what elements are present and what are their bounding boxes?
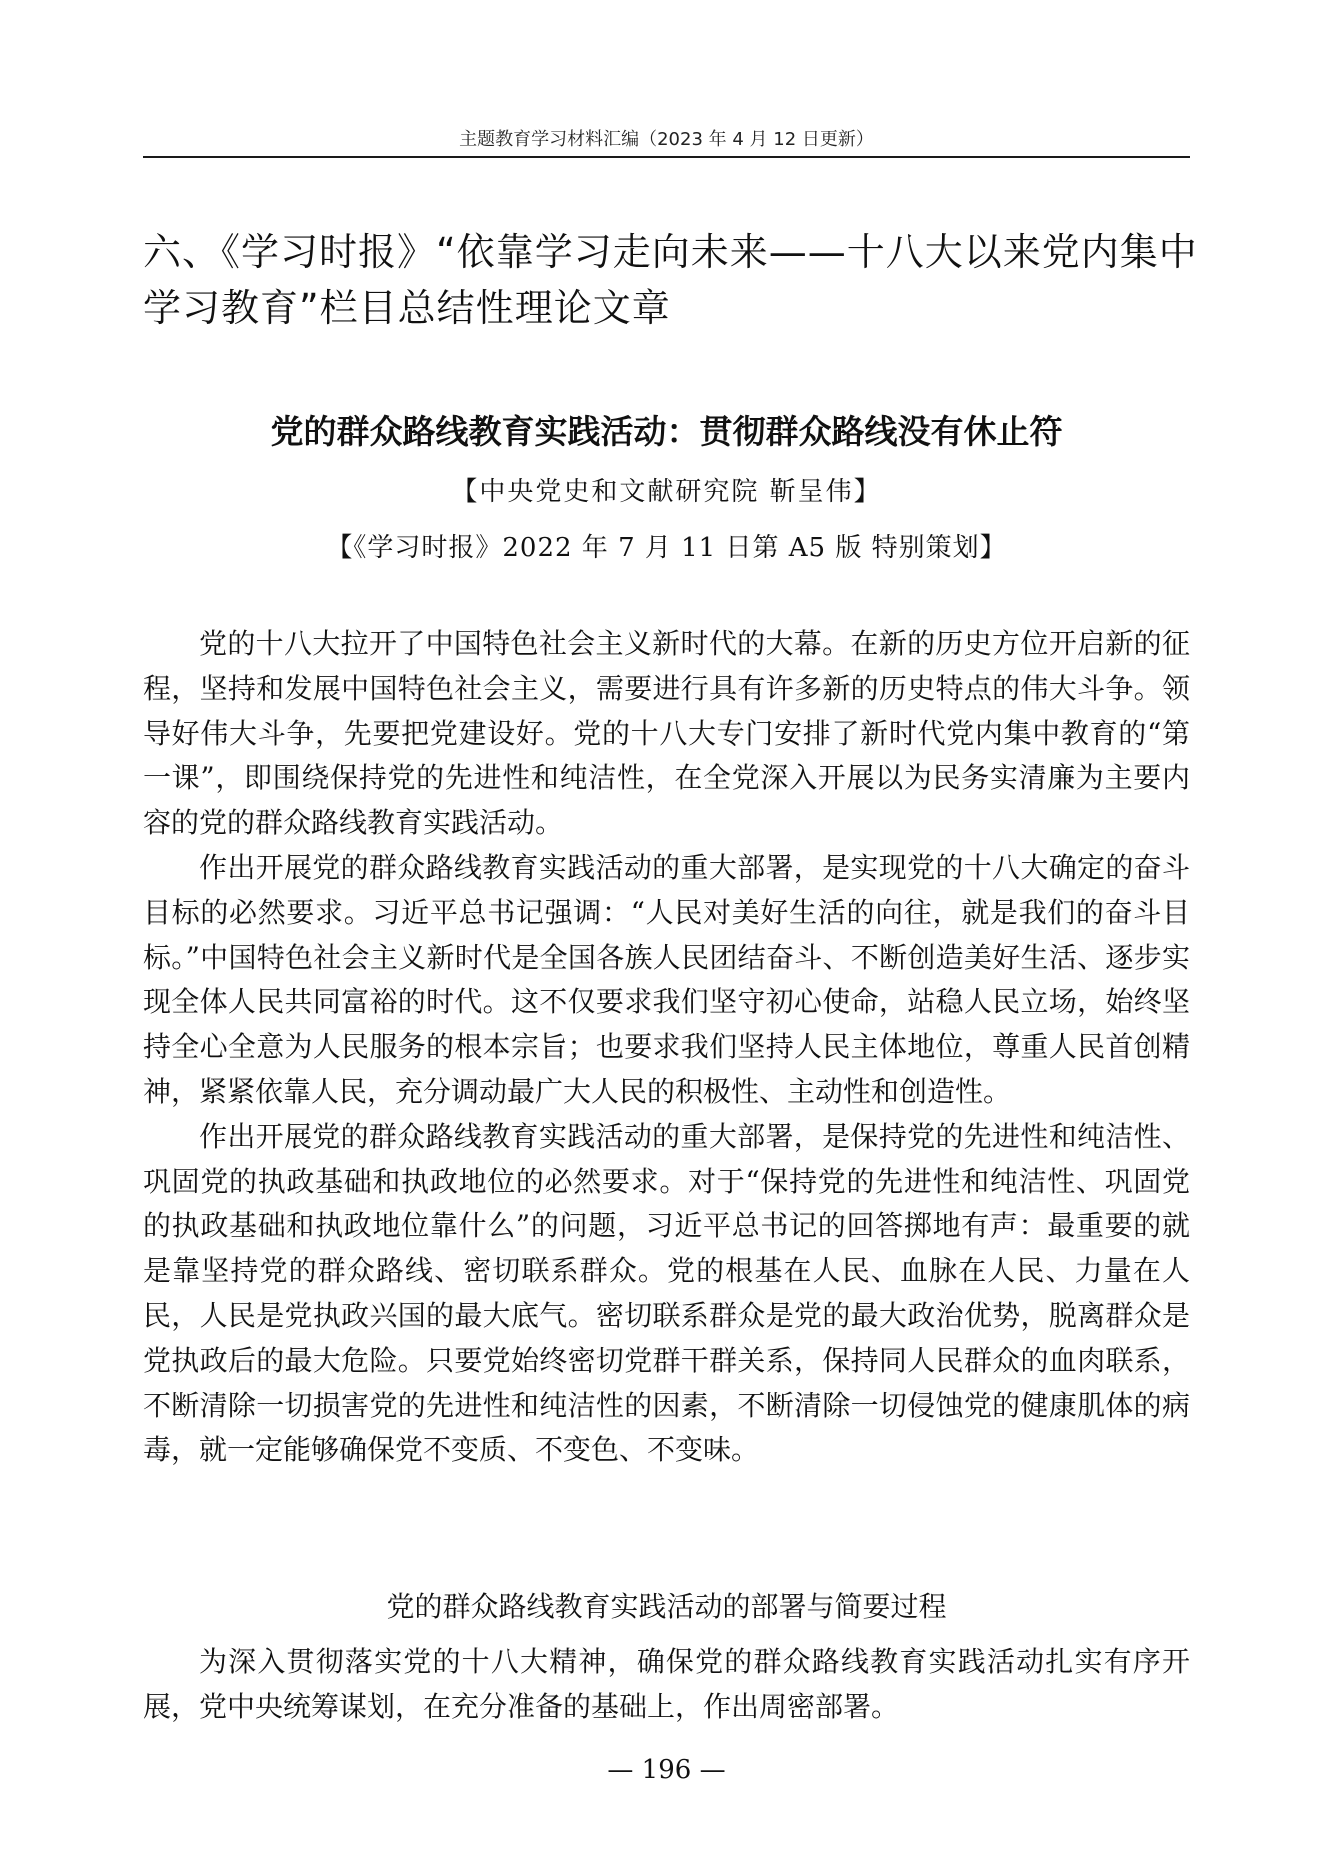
author-line: 【中央党史和文献研究院 靳呈伟】 (451, 477, 882, 507)
section-subheading: 党的群众路线教育实践活动的部署与简要过程 (386, 1590, 947, 1623)
body-paragraph: 为深入贯彻落实党的十八大精神，确保党的群众路线教育实践活动扎实有序开展，党中央统筹谋划，在充分准备的基础上，作出周密部署。 (143, 1645, 1190, 1723)
article-body (143, 622, 1190, 1473)
running-header: 主题教育学习材料汇编（2023 年 4 月 12 日更新） (459, 129, 874, 150)
source-line: 【《学习时报》2022 年 7 月 11 日第 A5 版 特别策划】 (326, 533, 1007, 563)
body-paragraph: 作出开展党的群众路线教育实践活动的重大部署，是保持党的先进性和纯洁性、巩固党的执政基础和执政地位的必然要求。对于“保持党的先进性和纯洁性、巩固党的执政基础和执政地位靠什么”的问题，习近平总书记的回答掷地有声：最重要的就是靠坚持党的群众路线、密切联系群众。党的根基在人民、血脉在人民、力量在人民，人民是党执政兴国的最大底气。密切联系群众是党的最大政治优势，脱离群众是党执政后的最大危险。只要党始终密切党群干群关系，保持同人民群众的血肉联系，不断清除一切损害党的先进性和纯洁性的因素，不断清除一切侵蚀党的健康肌体的病毒，就一定能够确保党不变质、不变色、不变味。 (143, 1119, 1190, 1467)
page-number: — 196 — (607, 1755, 726, 1785)
header-divider (143, 156, 1190, 158)
body-paragraph: 党的十八大拉开了中国特色社会主义新时代的大幕。在新的历史方位开启新的征程，坚持和发展中国特色社会主义，需要进行具有许多新的历史特点的伟大斗争。领导好伟大斗争，先要把党建设好。党的十八大专门安排了新时代党内集中教育的“第一课”，即围绕保持党的先进性和纯洁性，在全党深入开展以为民务实清廉为主要内容的党的群众路线教育实践活动。 (143, 627, 1190, 840)
article-body-continued (143, 1640, 1190, 1730)
article-title: 党的群众路线教育实践活动：贯彻群众路线没有休止符 (270, 412, 1063, 451)
body-paragraph: 作出开展党的群众路线教育实践活动的重大部署，是实现党的十八大确定的奋斗目标的必然要求。习近平总书记强调：“人民对美好生活的向往，就是我们的奋斗目标。”中国特色社会主义新时代是全国各族人民团结奋斗、不断创造美好生活、逐步实现全体人民共同富裕的时代。这不仅要求我们坚守初心使命，站稳人民立场，始终坚持全心全意为人民服务的根本宗旨；也要求我们坚持人民主体地位，尊重人民首创精神，紧紧依靠人民，充分调动最广大人民的积极性、主动性和创造性。 (143, 850, 1190, 1108)
section-title: 六、《学习时报》“依靠学习走向未来——十八大以来党内集中学习教育”栏目总结性理论文章 (143, 230, 1198, 330)
